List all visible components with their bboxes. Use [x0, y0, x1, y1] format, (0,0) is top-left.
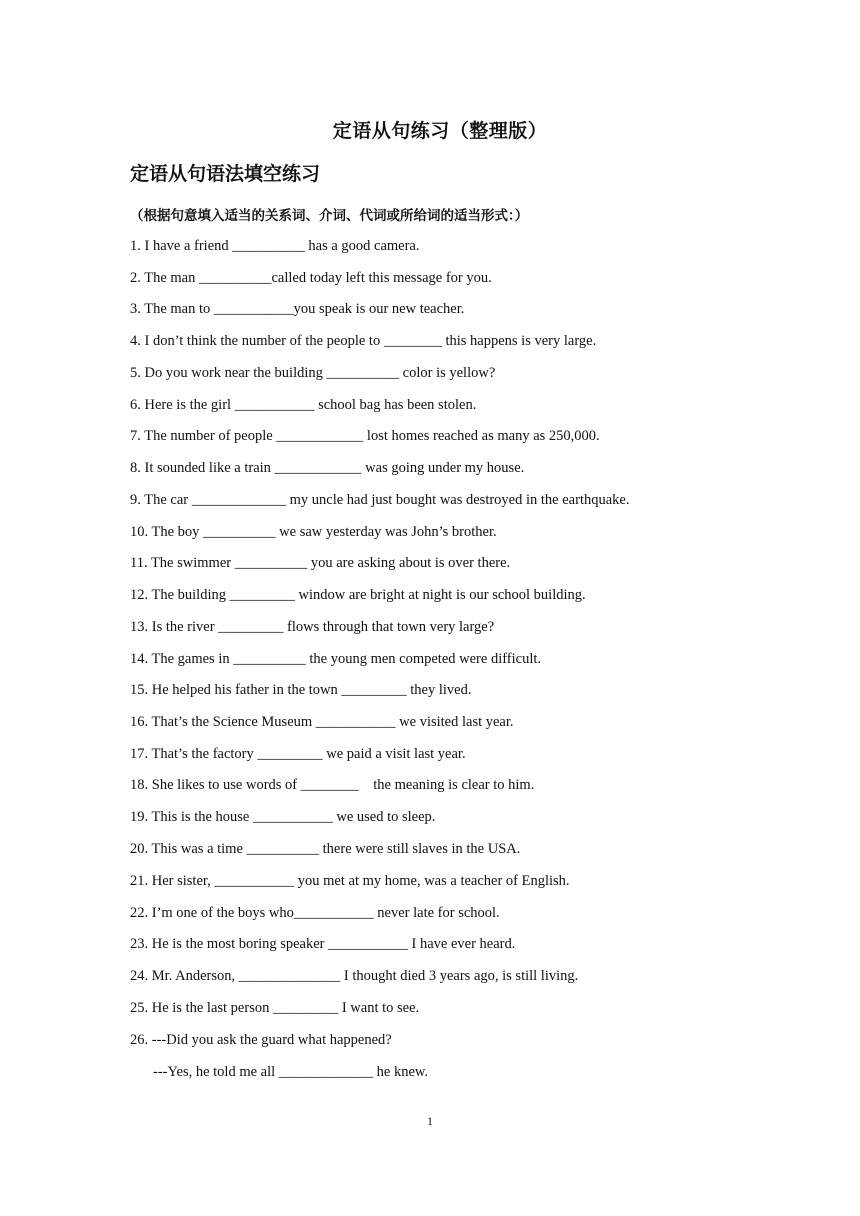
question-item: 15. He helped his father in the town _________ they lived.: [130, 682, 472, 698]
question-item: 26. ---Did you ask the guard what happened?: [130, 1032, 392, 1048]
document-title: 定语从句练习（整理版）: [332, 120, 548, 142]
question-item: 22. I’m one of the boys who___________ never late for school.: [130, 905, 500, 921]
instruction-text: （根据句意填入适当的关系词、介词、代词或所给词的适当形式：）: [130, 208, 529, 224]
page-number: 1: [427, 1114, 433, 1128]
question-item: 25. He is the last person _________ I want to see.: [130, 1000, 420, 1016]
question-item: 13. Is the river _________ flows through that town very large?: [130, 619, 495, 635]
question-item: 1. I have a friend __________ has a good camera.: [130, 238, 420, 254]
question-item: 11. The swimmer __________ you are asking about is over there.: [130, 555, 511, 571]
question-item: 10. The boy __________ we saw yesterday was John’s brother.: [130, 524, 497, 540]
question-item: 8. It sounded like a train ____________ was going under my house.: [130, 460, 525, 476]
question-item: 24. Mr. Anderson, ______________ I thought died 3 years ago, is still living.: [130, 968, 579, 984]
question-item: 18. She likes to use words of ________ the meaning is clear to him.: [130, 777, 535, 793]
question-item: 7. The number of people ____________ lost homes reached as many as 250,000.: [130, 428, 600, 444]
question-reply: ---Yes, he told me all _____________ he knew.: [153, 1064, 429, 1080]
question-item: 12. The building _________ window are bright at night is our school building.: [130, 587, 586, 603]
question-item: 2. The man __________called today left this message for you.: [130, 270, 492, 286]
question-item: 4. I don’t think the number of the people to ________ this happens is very large.: [130, 333, 597, 349]
question-item: 21. Her sister, ___________ you met at my home, was a teacher of English.: [130, 873, 570, 889]
question-item: 16. That’s the Science Museum ___________ we visited last year.: [130, 714, 514, 730]
question-item: 6. Here is the girl ___________ school bag has been stolen.: [130, 397, 477, 413]
question-item: 23. He is the most boring speaker ___________ I have ever heard.: [130, 936, 516, 952]
question-item: 14. The games in __________ the young men competed were difficult.: [130, 651, 542, 667]
question-item: 3. The man to ___________you speak is our new teacher.: [130, 301, 465, 317]
question-item: 20. This was a time __________ there were still slaves in the USA.: [130, 841, 521, 857]
question-item: 5. Do you work near the building __________ color is yellow?: [130, 365, 496, 381]
question-item: 9. The car _____________ my uncle had just bought was destroyed in the earthquake.: [130, 492, 630, 508]
question-item: 19. This is the house ___________ we used to sleep.: [130, 809, 436, 825]
question-item: 17. That’s the factory _________ we paid a visit last year.: [130, 746, 466, 762]
section-title: 定语从句语法填空练习: [130, 163, 321, 185]
